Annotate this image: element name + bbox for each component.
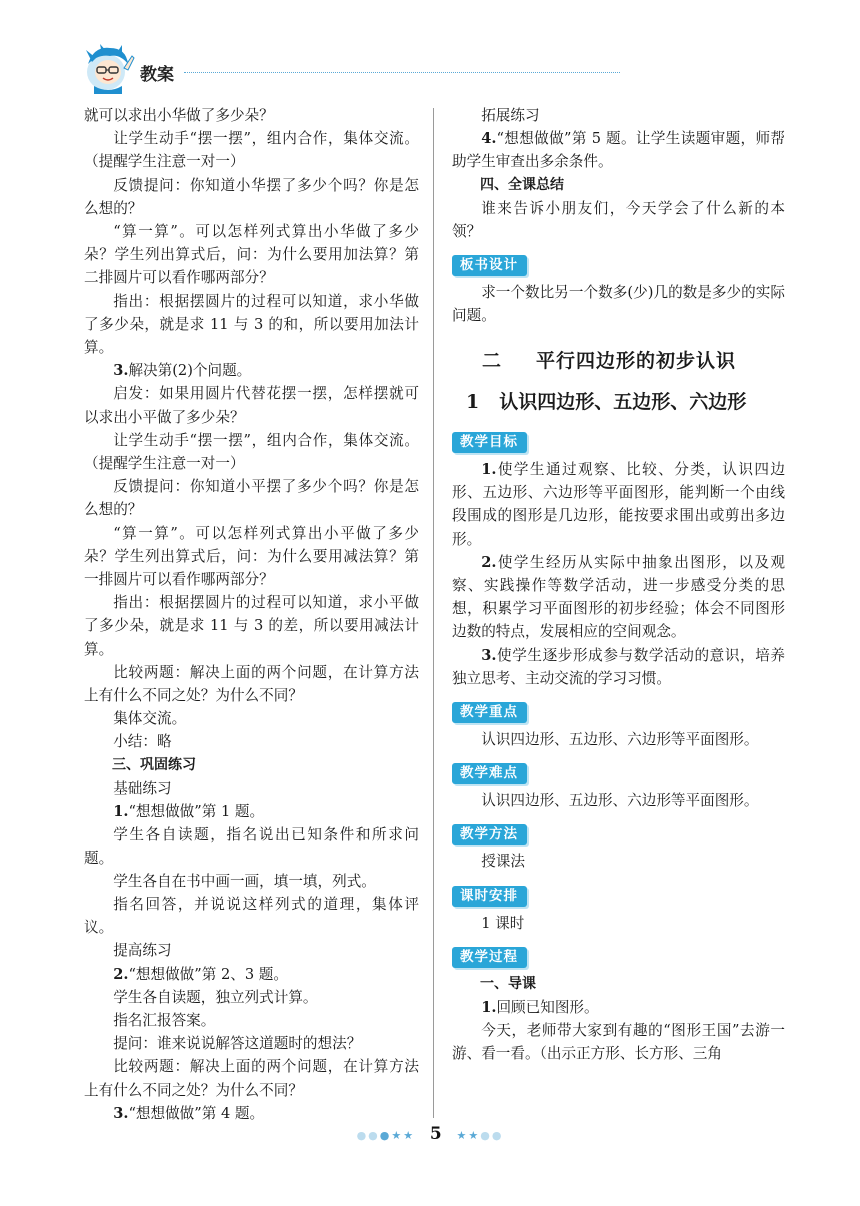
step-heading: 四、全课总结 [480,176,564,193]
page-number: 5 [429,1124,442,1144]
step-heading: 三、巩固练习 [112,756,196,773]
item-number: 2. [113,965,129,983]
item-number: 1. [481,999,497,1017]
section-badge-wrap [452,945,785,969]
header-rule [184,72,620,73]
numbered-paragraph [84,1102,419,1125]
paragraph: 指出：根据摆圆片的过程可以知道，求小平做了多少朵，就是求 11 与 3 的差，所以要用减法计算。 [84,594,419,658]
paragraph: 基础练习 [113,779,172,797]
item-text: “想想做做”第 4 题。 [128,1104,265,1122]
paragraph: 谁来告诉小朋友们，今天学会了什么新的本领？ [452,199,785,241]
section-badge: 教学难点 [452,763,527,784]
page-footer [0,1124,860,1144]
paragraph: 学生各自在书中画一画，填一填，列式。 [113,872,376,890]
item-number: 3. [113,362,129,380]
right-column [452,104,785,1066]
paragraph: 指出：根据摆圆片的过程可以知道，求小华做了多少朵，就是求 11 与 3 的和，所以要用加法计算。 [84,292,419,357]
paragraph: 提问：谁来说说解答这道题时的想法？ [113,1035,362,1053]
paragraph: 学生各自读题，独立列式计算。 [113,988,318,1006]
footer-stars-right-icon: ★★●● [456,1129,504,1142]
chapter-heading [452,350,785,373]
section-number: 1 [466,390,480,413]
section-badge-wrap [452,761,785,785]
section-badge-wrap [452,884,785,908]
numbered-paragraph [84,359,419,382]
paragraph: 1 课时 [481,914,525,932]
item-number: 3. [113,1104,129,1122]
section-heading [452,391,785,414]
paragraph: 今天，老师带大家到有趣的“图形王国”去游一游、看一看。（出示正方形、长方形、三角 [452,1022,785,1063]
paragraph: 就可以求出小华做了多少朵？ [84,107,274,124]
paragraph: 反馈提问：你知道小平摆了多少个吗？你是怎么想的？ [84,478,419,519]
item-text: “想想做做”第 5 题。让学生读题审题，师帮助学生审查出多余条件。 [452,130,785,171]
section-badge: 教学过程 [452,947,527,968]
column-divider [433,108,434,1118]
section-badge-wrap [452,822,785,846]
item-number: 4. [481,130,497,148]
section-badge-wrap [452,253,785,277]
item-number: 1. [481,461,497,479]
chapter-title: 平行四边形的初步认识 [536,349,737,372]
item-text: “想想做做”第 2、3 题。 [128,965,288,983]
paragraph: 让学生动手“摆一摆”，组内合作，集体交流。（提醒学生注意一对一） [84,431,419,473]
paragraph: 认识四边形、五边形、六边形等平面图形。 [481,731,759,749]
paragraph: 比较两题：解决上面的两个问题，在计算方法上有什么不同之处？为什么不同？ [84,1058,419,1099]
paragraph: 求一个数比另一个数多(少)几的数是多少的实际问题。 [452,284,785,325]
paragraph: 指名回答，并说说这样列式的道理，集体评议。 [84,895,419,937]
section-title: 认识四边形、五边形、六边形 [499,390,747,413]
chapter-number: 二 [482,349,503,372]
paragraph: 集体交流。 [113,710,187,728]
step-heading: 一、导课 [480,975,536,992]
section-badge: 课时安排 [452,886,527,907]
section-badge: 教学重点 [452,702,527,723]
item-text: 使学生通过观察、比较、分类，认识四边形、五边形、六边形等平面图形，能判断一个由线段围成的图形是几边形，能按要求围出或剪出多边形。 [452,461,785,548]
item-number: 2. [481,553,497,571]
paragraph: 提高练习 [113,942,172,960]
paragraph: “算一算”。可以怎样列式算出小平做了多少朵？学生列出算式后，问：为什么要用减法算？第一排圆片可以看作哪两部分？ [84,524,419,589]
item-text: 回顾已知图形。 [496,999,599,1017]
section-badge: 板书设计 [452,255,527,276]
left-column [84,104,419,1125]
header-label: 教案 [140,65,174,85]
section-badge-wrap [452,700,785,724]
section-badge: 教学目标 [452,432,527,453]
cartoon-boy-mascot-icon [80,42,136,94]
paragraph: 启发：如果用圆片代替花摆一摆，怎样摆就可以求出小平做了多少朵？ [84,385,419,426]
numbered-paragraph [452,644,785,690]
paragraph: 反馈提问：你知道小华摆了多少个吗？你是怎么想的？ [84,176,419,217]
item-number: 3. [481,646,497,664]
section-badge: 教学方法 [452,824,527,845]
paragraph: 学生各自读题，指名说出已知条件和所求问题。 [84,826,419,867]
numbered-paragraph [84,963,419,986]
section-badge-wrap [452,430,785,454]
numbered-paragraph [452,996,785,1019]
numbered-paragraph [452,127,785,173]
paragraph: 认识四边形、五边形、六边形等平面图形。 [481,792,759,810]
item-number: 1. [113,803,129,821]
paragraph: 小结：略 [113,733,172,751]
item-text: 使学生逐步形成参与数学活动的意识，培养独立思考、主动交流的学习习惯。 [452,646,785,687]
paragraph: “算一算”。可以怎样列式算出小华做了多少朵？学生列出算式后，问：为什么要用加法算？第二排圆片可以看作哪两部分？ [84,223,419,287]
page-header [80,42,620,92]
paragraph: 指名汇报答案。 [113,1011,216,1029]
item-text: 使学生经历从实际中抽象出图形，以及观察、实践操作等数学活动，进一步感受分类的思想，积累学习平面图形的初步经验；体会不同图形边数的特点，发展相应的空间观念。 [452,553,785,641]
paragraph: 让学生动手“摆一摆”，组内合作，集体交流。（提醒学生注意一对一） [84,130,419,171]
numbered-paragraph [84,800,419,823]
numbered-paragraph [452,551,785,644]
paragraph: 比较两题：解决上面的两个问题，在计算方法上有什么不同之处？为什么不同？ [84,663,419,705]
paragraph: 拓展练习 [481,107,540,124]
paragraph: 授课法 [481,853,525,871]
item-text: 解决第(2)个问题。 [128,362,252,380]
item-text: “想想做做”第 1 题。 [128,803,265,821]
numbered-paragraph [452,458,785,551]
footer-stars-left-icon: ●●●★★ [356,1129,416,1142]
